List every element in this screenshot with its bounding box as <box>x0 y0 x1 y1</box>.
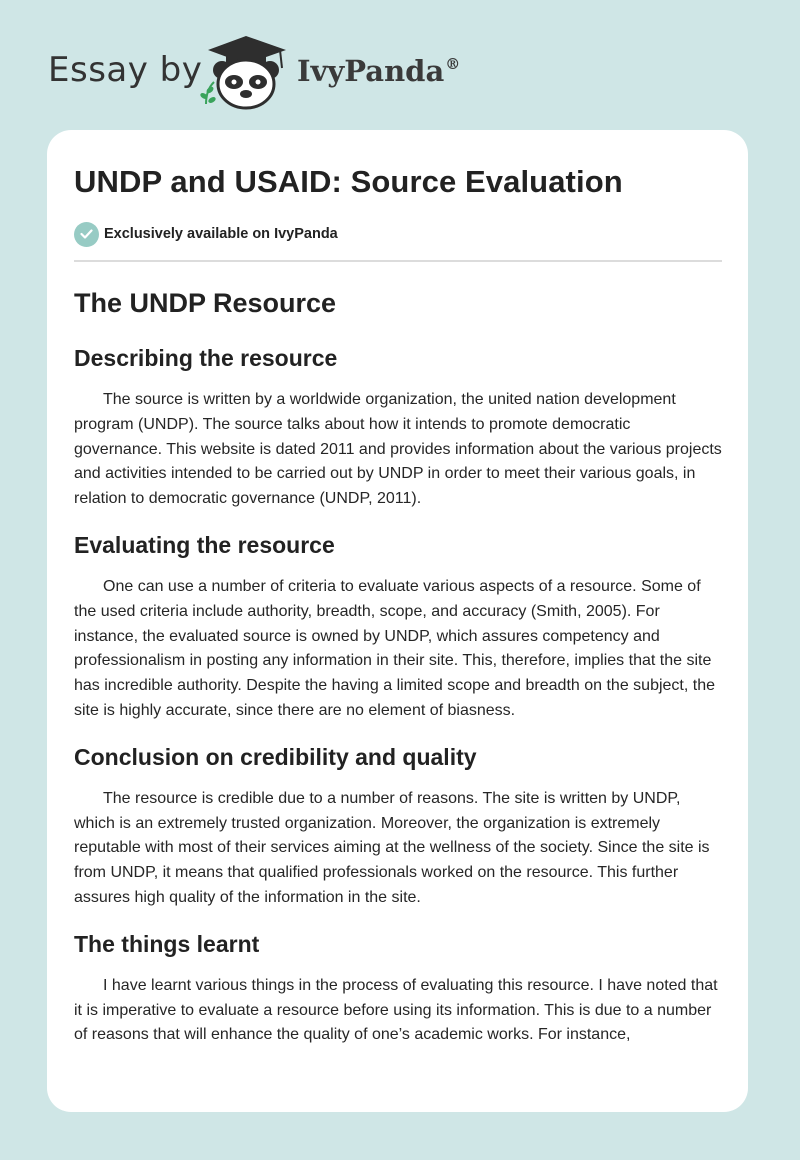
paragraph-learnt: I have learnt various things in the process of evaluating this resource. I have noted that it is imperative to evaluate a resource before using its information. This is due to a number of reasons that will enhance the quality of one’s academic works. For instance, <box>74 976 718 1044</box>
registered-mark: ® <box>445 55 461 73</box>
exclusive-badge <box>74 220 722 248</box>
paragraph-describing: The source is written by a worldwide organization, the united nation development program (UNDP). The source talks about how it intends to promote democratic governance. This website is dated 2011 and provides information about the various projects and activities intended to be carried out by UNDP in order to meet their various goals, in relation to democratic governance (UNDP, 2011). <box>74 391 722 508</box>
site-header <box>0 0 800 130</box>
brand-name-text: IvyPanda <box>297 54 445 88</box>
subsection-heading-evaluating: Evaluating the resource <box>74 531 335 558</box>
brand-name[interactable] <box>297 54 460 88</box>
paragraph-conclusion: The resource is credible due to a number of reasons. The site is written by UNDP, which is an extremely trusted organization. Moreover, the organization is extremely reputable with most of their services aiming at the wellness of the society. Since the site is from UNDP, it means that qualified professionals worked on the resource. This further assures high quality of the information in the site. <box>74 789 710 906</box>
page-title: UNDP and USAID: Source Evaluation <box>74 164 623 199</box>
essay-by-label: Essay by <box>48 50 203 90</box>
subsection-heading-describing: Describing the resource <box>74 345 338 371</box>
subsection-heading-conclusion: Conclusion on credibility and quality <box>74 743 477 770</box>
panda-graduate-logo-icon[interactable] <box>196 34 292 110</box>
article-card <box>47 130 748 1112</box>
exclusive-badge-label: Exclusively available on IvyPanda <box>104 226 338 242</box>
subsection-heading-learnt: The things learnt <box>74 930 260 957</box>
section-heading: The UNDP Resource <box>74 288 337 318</box>
check-circle-icon <box>74 222 99 247</box>
title-divider <box>74 260 722 262</box>
paragraph-evaluating: One can use a number of criteria to evaluate various aspects of a resource. Some of the used criteria include authority, breadth, scope, and accuracy (Smith, 2005). For instance, the evaluated source is owned by UNDP, which assures competency and professionalism in posting any information in their site. This, therefore, implies that the site has incredible authority. Despite the having a limited scope and breadth on the subject, the site is highly accurate, since there are no element of biasness. <box>74 577 715 719</box>
